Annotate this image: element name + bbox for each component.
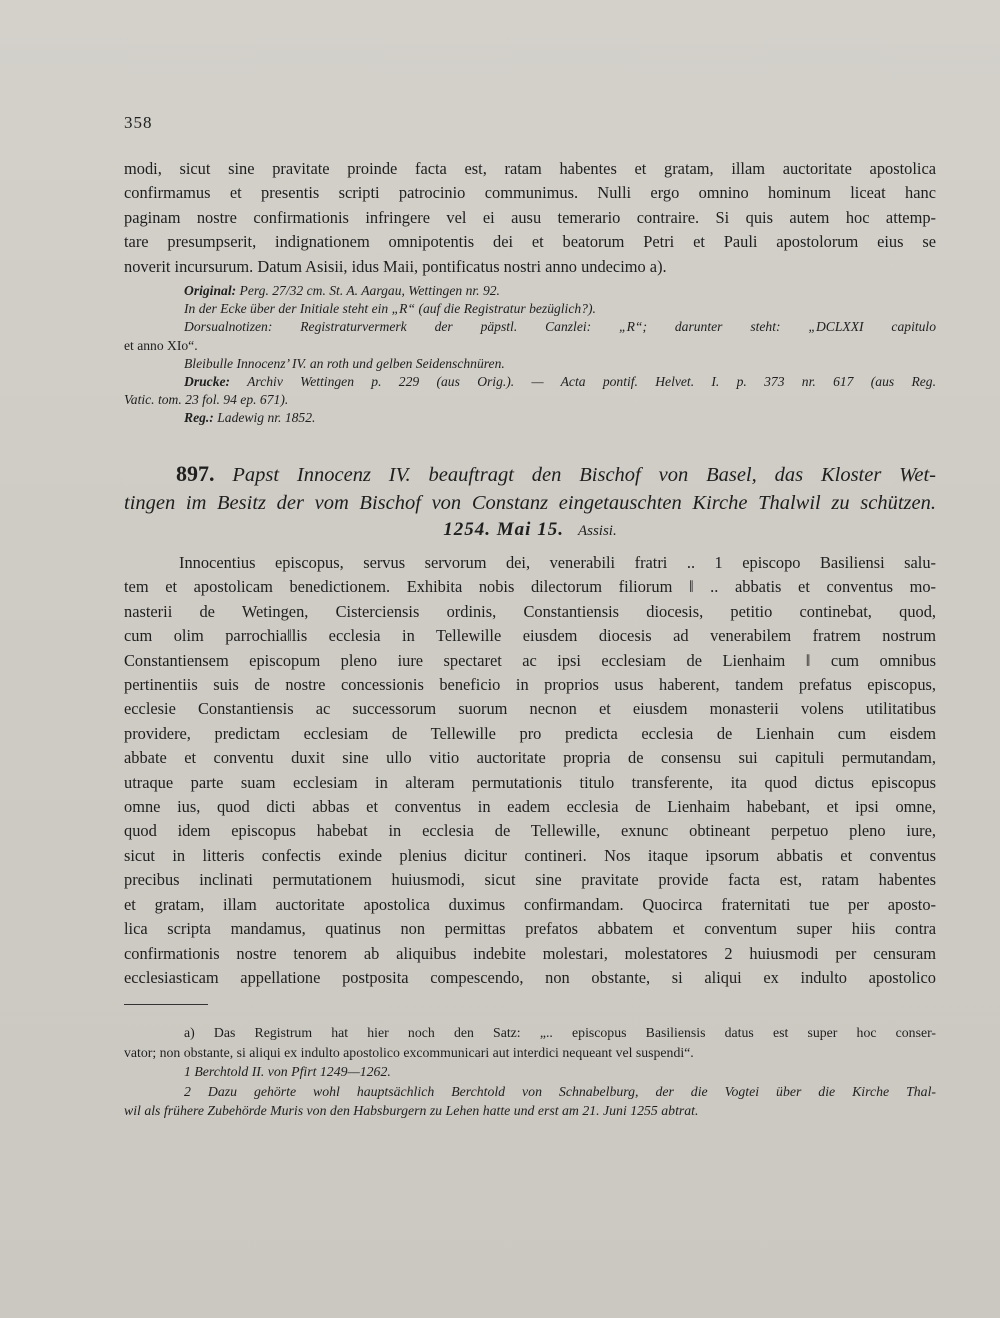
- text-line: modi, sicut sine pravitate proinde facta est, ratam habentes et gratam, illam auctoritate apostolica: [124, 159, 936, 178]
- text-line: sicut in litteris confectis exinde plenius dicitur contineri. Nos itaque ipsorum abbatis et conventus: [124, 845, 936, 865]
- note-line: Bleibulle Innocenz’ IV. an roth und gelben Seidenschnüren.: [184, 355, 505, 371]
- text-line: et gratam, illam auctoritate apostolica duximus confirmandam. Quocirca fraternitati tue per aposto-: [124, 894, 936, 914]
- text-line: paginam nostre confirmationis infringere vel ei ausu temerario contraire. Si quis autem hoc attemp-: [124, 207, 936, 227]
- text-line: precibus inclinati permutationem huiusmodi, sicut sine pravitate provide facta est, ratam habentes: [124, 870, 936, 890]
- note-line: Vatic. tom. 23 fol. 94 ep. 671).: [124, 392, 289, 408]
- text-line: noverit incursurum. Datum Asisii, idus Maii, pontificatus nostri anno undecimo a).: [124, 256, 667, 276]
- headline-text: Papst Innocenz IV. beauftragt den Bischof von Basel, das Kloster Wet-: [232, 464, 937, 486]
- text-line: pertinentiis suis de nostre concessionis beneficio in proprios usus haberent, tandem prefatus episcopus,: [124, 675, 936, 695]
- footnote-line: wil als frühere Zubehörde Muris von den Habsburgern zu Lehen hatte und erst am 21. Juni 1255 abtrat.: [124, 1103, 699, 1118]
- note-original: [124, 282, 936, 300]
- note-line: Dorsualnotizen: Registraturvermerk der päpstl. Canzlei: „R“; darunter steht: „DCLXXI capitulo: [184, 319, 936, 335]
- footnote-line: 2 Dazu gehörte wohl hauptsächlich Berchtold von Schnabelburg, der die Vogtei über die Kirche Thal-: [184, 1083, 936, 1099]
- footnote-line: 1 Berchtold II. von Pfirt 1249—1262.: [184, 1064, 391, 1079]
- text-line: tare presumpserit, indignationem omnipotentis dei et beatorum Petri et Pauli apostolorum eius se: [124, 232, 936, 252]
- note-drucke: [124, 373, 936, 391]
- text-line: Innocentius episcopus, servus servorum dei, venerabili fratri .. 1 episcopo Basiliensi salu-: [179, 553, 936, 572]
- document-place: Assisi.: [577, 523, 617, 539]
- text-line: ecclesie Constantiensis ac successorum suorum necnon et eiusdem monasterii volens utilitatibus: [124, 699, 936, 719]
- note-reg: [124, 409, 936, 427]
- text-line: lica scripta mandamus, quatinus non permittas prefatos abbatem et conventum super hiis contra: [124, 919, 936, 939]
- text-line: omne ius, quod dicti abbas et conventus in eadem ecclesia de Lienhaim habebant, et ipsi omne,: [124, 797, 936, 817]
- text-line: abbate et conventu duxit sine ullo vitio auctoritate propria de consensu sui capituli permutandam,: [124, 748, 936, 768]
- text-line: providere, predictam ecclesiam de Tellewille pro predicta ecclesia de Lienhain cum eisdem: [124, 723, 936, 743]
- text-line: nasterii de Wetingen, Cisterciensis ordinis, Constantiensis diocesis, petitio continebat, quod,: [124, 601, 936, 621]
- note-label: Reg.:: [184, 410, 214, 426]
- text-line: confirmamus et presentis scripti patrocinio communimus. Nulli ergo omnino hominum liceat hanc: [124, 183, 936, 203]
- note-line: In der Ecke über der Initiale steht ein „R“ (auf die Registratur bezüglich?).: [184, 301, 596, 317]
- document-date: 1254. Mai 15.: [443, 519, 564, 540]
- footnote-line: vator; non obstante, si aliqui ex indulto apostolico excommunicari aut interdici nequeant vel suspendi“.: [124, 1044, 694, 1060]
- text-line: ecclesiasticam appellatione postposita compescendo, non obstante, si aliqui ex indulto apostolico: [124, 967, 936, 987]
- text-line: cum olim parrochia‖lis ecclesia in Tellewille eiusdem diocesis ad venerabilem fratrem nostrum: [124, 626, 936, 646]
- note-line: et anno XIo“.: [124, 337, 198, 353]
- page-number: 358: [124, 113, 153, 132]
- note-text: Ladewig nr. 1852.: [217, 410, 316, 426]
- archival-notes: [124, 282, 936, 428]
- document-headline: [124, 460, 936, 517]
- note-text: Archiv Wettingen p. 229 (aus Orig.). — Acta pontif. Helvet. I. p. 373 nr. 617 (aus Reg.: [247, 374, 936, 390]
- note-label: Drucke:: [184, 374, 231, 390]
- headline-line: [124, 460, 936, 489]
- text-line: Constantiensem episcopum pleno iure spectaret ac ipsi ecclesiam de Lienhaim ‖ cum omnibus: [124, 650, 936, 670]
- footnote-divider: [124, 1004, 208, 1005]
- footnotes: [124, 1023, 936, 1121]
- body-text: [124, 551, 936, 990]
- document-number: 897.: [176, 461, 215, 486]
- note-text: Perg. 27/32 cm. St. A. Aargau, Wettingen nr. 92.: [239, 283, 500, 298]
- text-line: utraque parte suam ecclesiam in alteram permutationis titulo transferente, ita quod dictus episcopus: [124, 772, 936, 792]
- headline-line: tingen im Besitz der vom Bischof von Constanz eingetauschten Kirche Thalwil zu schützen.: [124, 492, 936, 514]
- text-line: quod idem episcopus habebat in ecclesia de Tellewille, exnunc obtineant perpetuo pleno iure,: [124, 821, 936, 841]
- text-line: tem et apostolicam benedictionem. Exhibita nobis dilectorum filiorum ‖ .. abbatis et conventus mo-: [124, 577, 936, 597]
- dateline: [124, 519, 936, 541]
- text-line: confirmationis nostre tenorem ab aliquibus indebite molestari, molestatores 2 huiusmodi per censuram: [124, 943, 936, 963]
- note-label: Original:: [184, 283, 237, 298]
- top-paragraph: [124, 157, 936, 279]
- footnote-line: a) Das Registrum hat hier noch den Satz: „.. episcopus Basiliensis datus est super hoc conser-: [184, 1025, 936, 1040]
